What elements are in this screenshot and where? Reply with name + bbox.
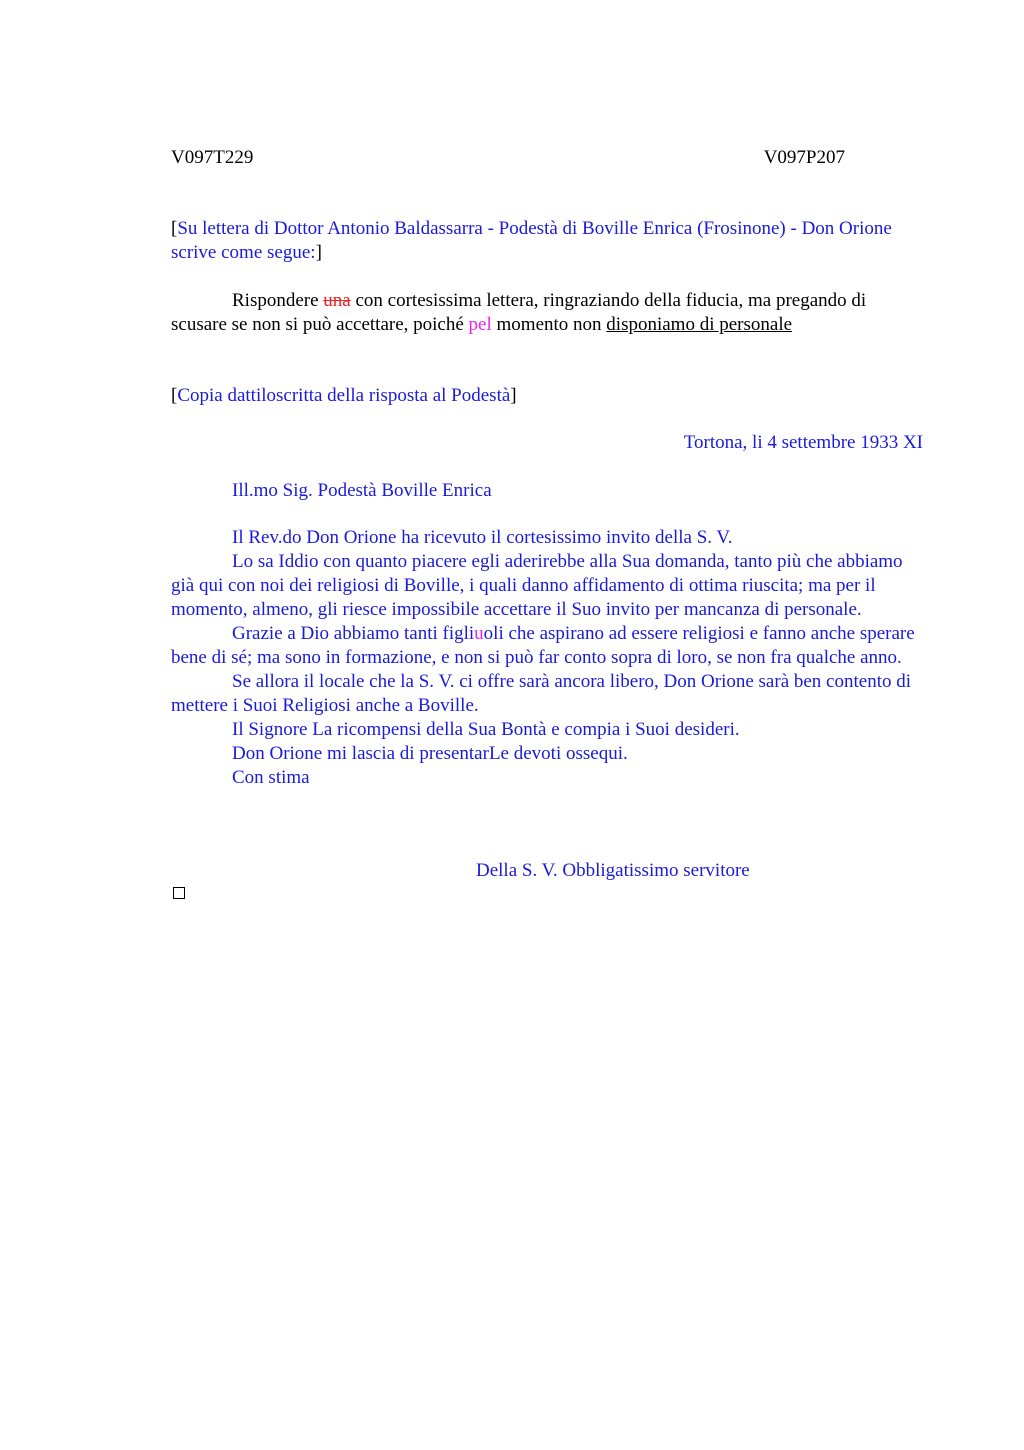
letter-paragraph-5: Il Signore La ricompensi della Sua Bontà e compia i Suoi desideri. <box>232 719 740 740</box>
copy-heading-text: Copia dattiloscritta della risposta al Podestà <box>177 385 511 406</box>
letter-paragraph-6: Don Orione mi lascia di presentarLe devoti ossequi. <box>232 743 628 764</box>
p3-end: oli che aspirano ad essere religiosi e fanno anche sperare bene di sé; ma sono in formazione, e non si può far conto sopra di loro, se non fra qualche anno. <box>171 623 915 668</box>
handwritten-note <box>171 289 923 337</box>
note-middle: con cortesissima lettera, ringraziando della fiducia, ma pregando di scusare se non si può accettare, poiché <box>171 290 867 335</box>
letter-paragraph-1: Il Rev.do Don Orione ha ricevuto il cortesissimo invito della S. V. <box>232 527 733 548</box>
letter-closing: Della S. V. Obbligatissimo servitore <box>476 860 750 881</box>
letter-date: Tortona, li 4 settembre 1933 XI <box>683 432 923 453</box>
copy-heading <box>171 384 923 408</box>
letter-paragraph-4: Se allora il locale che la S. V. ci offre sarà ancora libero, Don Orione sarà ben contento di mettere i Suoi Religiosi anche a Boville. <box>171 671 912 716</box>
p3-start: Grazie a Dio abbiamo tanti figli <box>232 623 475 644</box>
letter-salutation: Ill.mo Sig. Podestà Boville Enrica <box>232 480 492 501</box>
note-struck-word: una <box>323 290 351 311</box>
note-underlined: disponiamo di personale <box>606 314 793 335</box>
copy-bracket-open: [ <box>171 385 178 406</box>
p3-highlight-letter: u <box>474 623 484 644</box>
intro-note <box>171 217 923 265</box>
note-highlight-word: pel <box>468 314 492 335</box>
document-codes <box>171 146 845 170</box>
document-code-right: V097P207 <box>763 147 845 168</box>
intro-bracket-close: ] <box>315 242 322 263</box>
intro-text: Su lettera di Dottor Antonio Baldassarra - Podestà di Boville Enrica (Frosinone) - Don Orione scrive come segue: <box>171 218 892 263</box>
note-after: momento non <box>491 314 607 335</box>
letter-paragraph-3 <box>171 622 923 670</box>
checkbox-square-icon <box>173 887 185 899</box>
letter-body <box>171 526 923 790</box>
copy-bracket-close: ] <box>510 385 517 406</box>
letter-paragraph-2: Lo sa Iddio con quanto piacere egli aderirebbe alla Sua domanda, tanto più che abbiamo già qui con noi dei religiosi di Boville, i quali danno affidamento di ottima riuscita; ma per il momento, almeno, gli riesce impossibile accettare il Suo invito per mancanza di personale. <box>171 551 903 620</box>
document-code-left: V097T229 <box>171 147 254 168</box>
letter-paragraph-7: Con stima <box>232 767 310 788</box>
intro-bracket-open: [ <box>171 218 178 239</box>
note-start: Rispondere <box>232 290 324 311</box>
